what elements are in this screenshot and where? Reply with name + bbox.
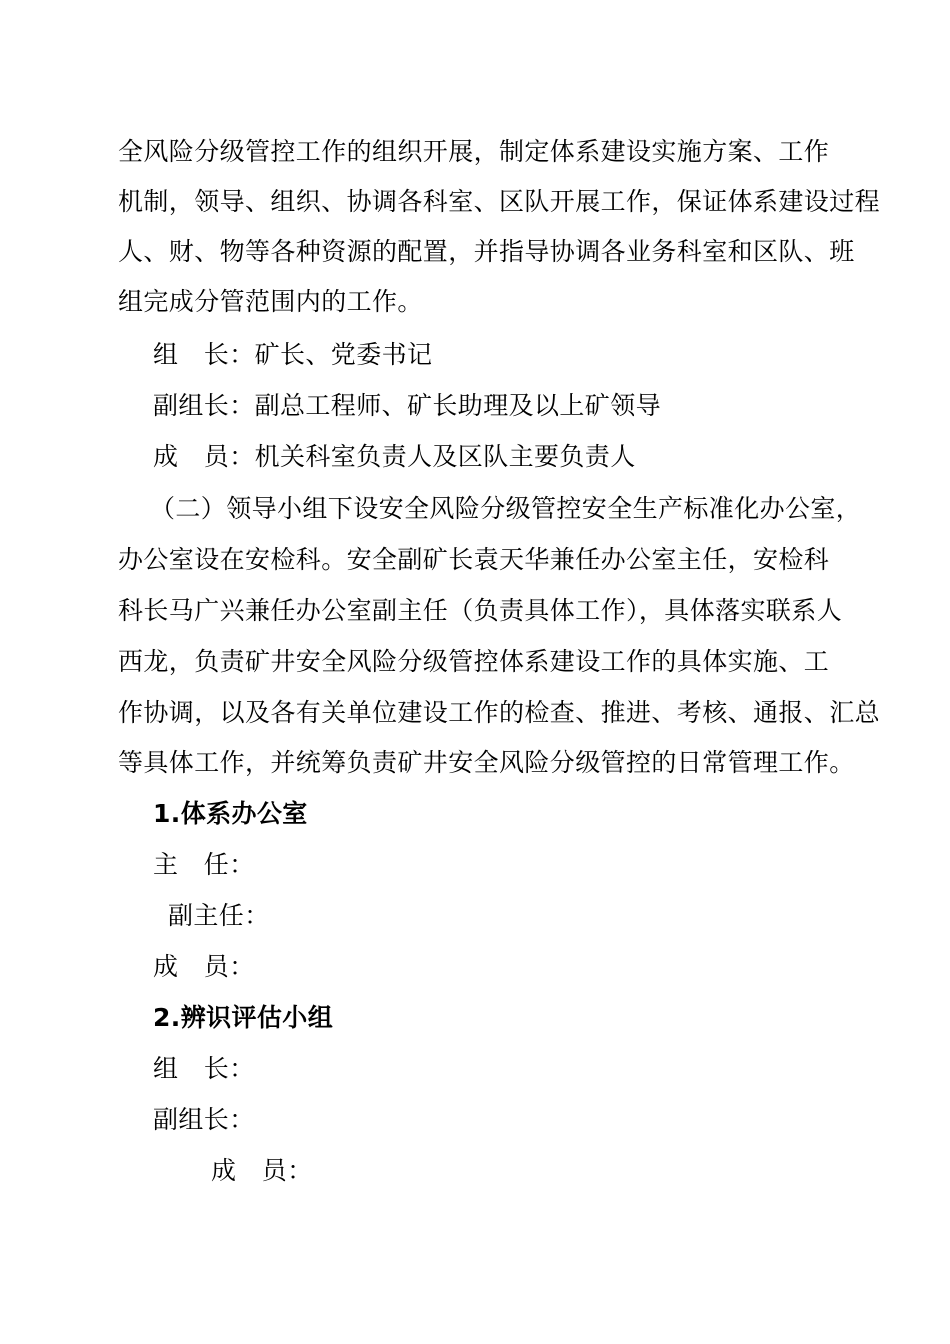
paragraph-2-line-5: 作协调，以及各有关单位建设工作的检查、推进、考核、通报、汇总 <box>118 698 881 727</box>
section-2-members: 成 员： <box>211 1156 313 1185</box>
paragraph-1-line-1: 全风险分级管控工作的组织开展，制定体系建设实施方案、工作 <box>118 137 830 166</box>
section-1-members: 成 员： <box>153 952 255 981</box>
section-2-leader: 组 长： <box>153 1054 255 1083</box>
paragraph-2-line-3: 科长马广兴兼任办公室副主任（负责具体工作），具体落实联系人 <box>118 596 843 625</box>
paragraph-2-line-1: （二）领导小组下设安全风险分级管控安全生产标准化办公室， <box>150 494 862 523</box>
paragraph-1-line-2: 机制，领导、组织、协调各科室、区队开展工作，保证体系建设过程 <box>118 187 881 216</box>
paragraph-2-line-4: 西龙，负责矿井安全风险分级管控体系建设工作的具体实施、工 <box>118 647 830 676</box>
paragraph-2-line-6: 等具体工作，并统筹负责矿井安全风险分级管控的日常管理工作。 <box>118 748 855 777</box>
section-1-heading: 1.体系办公室 <box>153 799 308 828</box>
section-1-director: 主 任： <box>153 850 255 879</box>
section-2-deputy: 副组长： <box>153 1105 255 1134</box>
deputy-leader-line: 副组长：副总工程师、矿长助理及以上矿领导 <box>153 391 662 420</box>
paragraph-1-line-4: 组完成分管范围内的工作。 <box>118 287 423 316</box>
section-2-heading: 2.辨识评估小组 <box>153 1003 334 1032</box>
paragraph-2-line-2: 办公室设在安检科。安全副矿长袁天华兼任办公室主任，安检科 <box>118 545 830 574</box>
members-line: 成 员：机关科室负责人及区队主要负责人 <box>153 442 636 471</box>
paragraph-1-line-3: 人、财、物等各种资源的配置，并指导协调各业务科室和区队、班 <box>118 237 855 266</box>
leader-line: 组 长：矿长、党委书记 <box>153 340 433 369</box>
section-1-deputy-director: 副主任： <box>168 901 270 930</box>
